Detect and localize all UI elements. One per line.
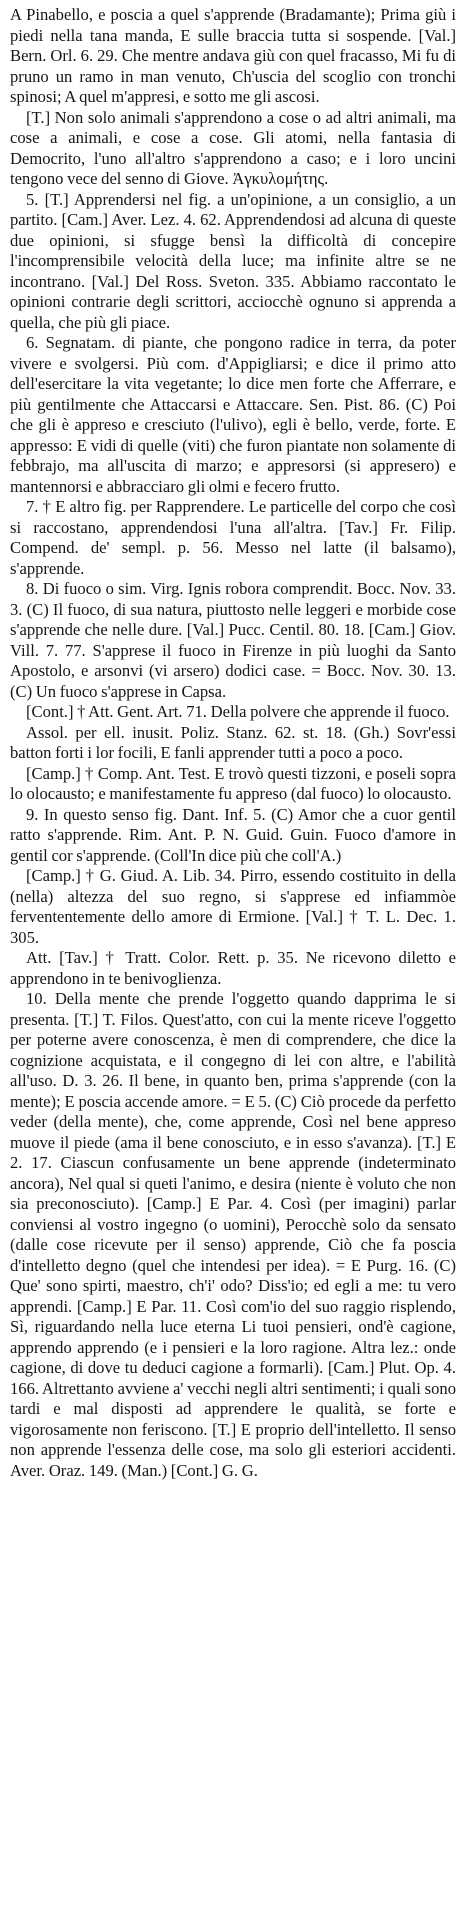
entry-paragraph: [Camp.] † Comp. Ant. Test. E trovò questi tizzoni, e poseli sopra lo olocausto; e manifestamente fu appreso (dal fuoco) lo olocausto.: [10, 763, 456, 803]
entry-paragraph: Assol. per ell. inusit. Poliz. Stanz. 62. st. 18. (Gh.) Sovr'essi batton forti i lor focili, E fanli apprender tutti a poco a poco.: [10, 722, 456, 762]
entry-paragraph: [Camp.] † G. Giud. A. Lib. 34. Pirro, essendo costituito in della (nella) altezza del suo regno, si s'apprese ed infiammòe fervententemente dello amore di Ermione. [Val.] † T. L. Dec. 1. 305.: [10, 866, 456, 947]
sense-10-paragraph: 10. Della mente che prende l'oggetto quando dapprima le si presenta. [T.] T. Filos. Quest'atto, con cui la mente riceve l'oggetto per poterne avere conoscenza, è men di comprendere, che dice la cognizione acquistata, e il congegno di lei con altre, e l'abilità all'uso. D. 3. 26. Il bene, in quanto ben, prima s'apprende (con la mente); E poscia accende amore. = E 5. (C) Ciò procede da perfetto veder (della mente), che, come apprende, Così nel bene appreso muove il piede (ama il bene conosciuto, e in esso s'avanza). [T.] E 2. 17. Ciascun confusamente un bene apprende (indeterminato ancora), Nel qual si queti l'animo, e desira (niente è voluto che non sia preconosciuto). [Camp.] E Par. 4. Così (per imagini) parlar conviensi al vostro ingegno (o uomini), Perocchè solo da sensato (dalle cose ricevute per il senso) apprende, Ciò che fa poscia d'intelletto degno (quel che intendesi per idea). = E Purg. 16. (C) Que' sono spirti, maestro, ch'i' odo? Diss'io; ed egli a me: tu vero apprendi. [Camp.] E Par. 11. Così com'io del suo raggio risplendo, Sì, riguardando nella luce eterna Li tuoi pensieri, ond'è cagione, apprendo apprendo (e i pensieri e la loro ragione. Altra lez.: onde cagione, di dove tu deduci cagione a formarli). [Cam.] Plut. Op. 4. 166. Altrettanto avviene a' vecchi negli altri sentimenti; i quali sono tardi e mal disposti ad apprendere le qualità, se forte e vigorosamente non feriscono. [T.] E proprio dell'intelletto. Il senso non apprende l'essenza delle cose, ma solo gli esteriori accidenti. Aver. Oraz. 149. (Man.) [Cont.] G. G.: [10, 989, 456, 1480]
entry-paragraph: [Cont.] † Att. Gent. Art. 71. Della polvere che apprende il fuoco.: [26, 702, 450, 721]
sense-8-paragraph: 8. Di fuoco o sim. Virg. Ignis robora comprendit. Bocc. Nov. 33. 3. (C) Il fuoco, di sua natura, piuttosto nelle leggeri e morbide cose s'apprende che nelle dure. [Val.] Pucc. Centil. 80. 18. [Cam.] Giov. Vill. 7. 77. S'apprese il fuoco in Firenze in più luoghi da Santo Apostolo, e arsonvi (vi arsero) dodici case. = Bocc. Nov. 30. 13. (C) Un fuoco s'apprese in Capsa.: [10, 579, 456, 701]
entry-paragraph: A Pinabello, e poscia a quel s'apprende (Bradamante); Prima giù i piedi nella tana manda, E sulle braccia tutta si sospende. [Val.] Bern. Orl. 6. 29. Che mentre andava giù con quel fracasso, Mi fu di pruno un ramo in man venuto, Ch'uscia del scoglio con tronchi spinosi; A quel m'appresi, e sotto me gli ascosi.: [10, 5, 456, 106]
sense-7-paragraph: 7. † E altro fig. per Rapprendere. Le particelle del corpo che così si raccostano, apprendendosi l'una all'altra. [Tav.] Fr. Filip. Compend. de' sempl. p. 56. Messo nel latte (il balsamo), s'apprende.: [10, 497, 456, 578]
sense-5-paragraph: 5. [T.] Apprendersi nel fig. a un'opinione, a un consiglio, a un partito. [Cam.] Aver. Lez. 4. 62. Apprendendosi ad alcuna di queste due opinioni, si sfugge bensì la difficoltà di concepire l'incomprensibile velocità della luce; ma infinite altre se ne incontrano. [Val.] Del Ross. Sveton. 335. Abbiamo raccontato le opinioni contrarie degli scrittori, acciocchè ognuno si apprenda a quella, che più gli piace.: [10, 189, 456, 332]
sense-9-paragraph: 9. In questo senso fig. Dant. Inf. 5. (C) Amor che a cuor gentil ratto s'apprende. Rim. Ant. P. N. Guid. Guin. Fuoco d'amore in gentil cor s'apprende. (Coll'In dice più che coll'A.): [10, 804, 456, 865]
entry-paragraph: Att. [Tav.] † Tratt. Color. Rett. p. 35. Ne ricevono diletto e apprendono in te benivoglienza.: [10, 948, 456, 988]
sense-6-paragraph: 6. Segnatam. di piante, che pongono radice in terra, da poter vivere e svolgersi. Più com. d'Appigliarsi; e dice il primo atto dell'esercitare la vita vegetante; lo dice men forte che Afferrare, e più gentilmente che Attaccarsi e Attaccare. Sen. Pist. 86. (C) Poi che gli è appreso e cresciuto (l'ulivo), egli è bello, verde, forte. E appresso: E vidi di quelle (viti) che furon piantate non solamente di febbrajo, ma all'uscita di marzo; e appresorsi (si appresero) e mantennorsi e abbracciaro gli olmi e fecero frutto.: [10, 333, 456, 496]
entry-paragraph: [T.] Non solo animali s'apprendono a cose o ad altri animali, ma cose a animali, e cose a cose. Gli atomi, nella fantasia di Democrito, l'uno all'altro s'apprendono a caso; e i loro uncini tengono vece del senno di Giove. Ἀγκυλομήτης.: [10, 107, 456, 188]
